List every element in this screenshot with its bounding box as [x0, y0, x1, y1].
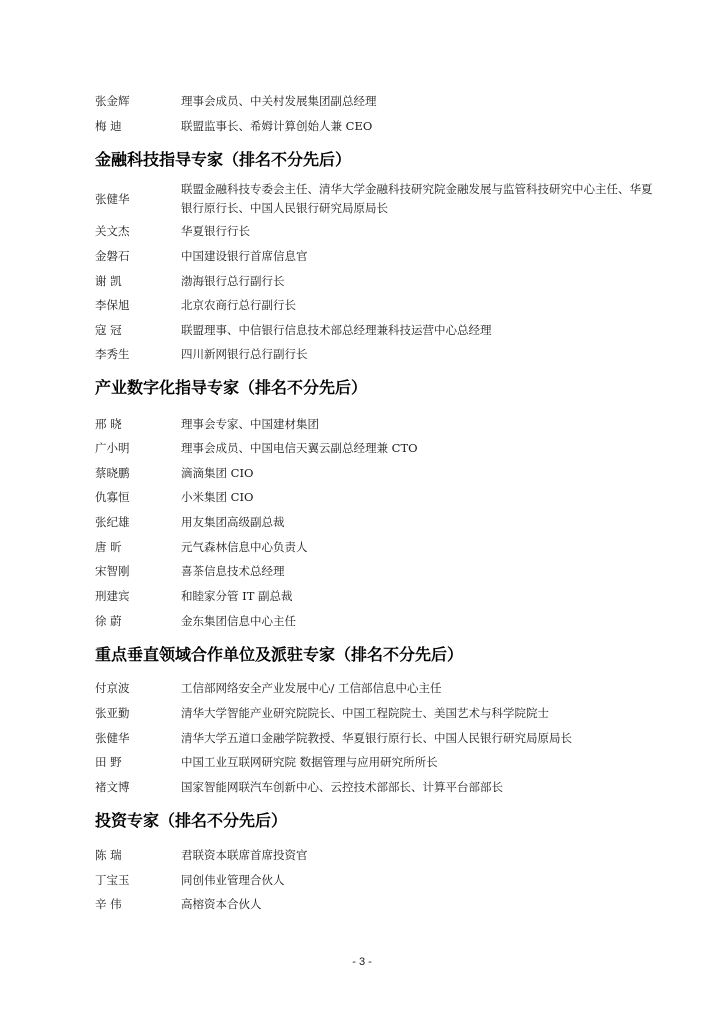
- person-title: 理事会专家、中国建材集团: [181, 417, 319, 431]
- person-name: 丁宝玉: [95, 873, 130, 887]
- person-title: 元气森林信息中心负责人: [181, 540, 308, 554]
- person-name: 李秀生: [95, 347, 130, 361]
- person-title: 华夏银行行长: [181, 224, 250, 238]
- person-name: 辛 伟: [95, 897, 122, 911]
- section-heading-fintech: 金融科技指导专家（排名不分先后）: [95, 150, 352, 169]
- person-title: 理事会成员、中关村发展集团副总经理: [181, 94, 377, 108]
- person-name: 金磐石: [95, 249, 130, 263]
- person-title: 滴滴集团 CIO: [181, 466, 254, 480]
- person-title: 君联资本联席首席投资官: [181, 848, 308, 862]
- section-heading-industry: 产业数字化指导专家（排名不分先后）: [95, 378, 368, 397]
- person-name: 唐 昕: [95, 540, 122, 554]
- person-name: 张亚勤: [95, 706, 130, 720]
- person-name: 张纪雄: [95, 515, 130, 529]
- person-title: 理事会成员、中国电信天翼云副总经理兼 CTO: [181, 441, 418, 455]
- person-title: 和睦家分管 IT 副总裁: [181, 589, 293, 603]
- person-name: 田 野: [95, 755, 122, 769]
- person-name: 邢 晓: [95, 417, 122, 431]
- person-title: 渤海银行总行副行长: [181, 274, 285, 288]
- person-title: 北京农商行总行副行长: [181, 298, 296, 312]
- person-name: 宋智刚: [95, 564, 130, 578]
- person-title: 清华大学五道口金融学院教授、华夏银行原行长、中国人民银行研究局原局长: [181, 731, 572, 745]
- person-title: 联盟金融科技专委会主任、清华大学金融科技研究院金融发展与监管科技研究中心主任、华夏银行原行长、中国人民银行研究局原局长: [181, 182, 653, 215]
- person-name: 徐 蔚: [95, 614, 122, 628]
- person-name: 张健华: [95, 731, 130, 745]
- person-name: 褚文博: [95, 780, 130, 794]
- person-title: 小米集团 CIO: [181, 490, 254, 504]
- person-title: 国家智能网联汽车创新中心、云控技术部部长、计算平台部部长: [181, 780, 503, 794]
- person-title: 清华大学智能产业研究院院长、中国工程院院士、美国艺术与科学院院士: [181, 706, 549, 720]
- person-title: 用友集团高级副总裁: [181, 515, 285, 529]
- person-name: 张金辉: [95, 94, 130, 108]
- person-name: 陈 瑞: [95, 848, 122, 862]
- person-name: 仇寡恒: [95, 490, 130, 504]
- person-name: 谢 凯: [95, 274, 122, 288]
- person-name: 寇 冠: [95, 323, 122, 337]
- person-name: 梅 迪: [95, 119, 122, 133]
- page-number: - 3 -: [352, 956, 372, 968]
- person-name: 付京波: [95, 681, 130, 695]
- person-title: 喜茶信息技术总经理: [181, 564, 285, 578]
- person-name: 刑建宾: [95, 589, 130, 603]
- person-title: 中国建设银行首席信息官: [181, 249, 308, 263]
- person-title: 高榕资本合伙人: [181, 897, 262, 911]
- person-name: 李保旭: [95, 298, 130, 312]
- person-name: 广小明: [95, 441, 130, 455]
- section-heading-vertical: 重点垂直领域合作单位及派驻专家（排名不分先后）: [95, 645, 464, 664]
- person-name: 张健华: [95, 192, 130, 206]
- section-heading-investment: 投资专家（排名不分先后）: [95, 811, 288, 830]
- person-title: 联盟理事、中信银行信息技术部总经理兼科技运营中心总经理: [181, 323, 492, 337]
- person-title: 工信部网络安全产业发展中心/ 工信部信息中心主任: [181, 681, 442, 695]
- person-title: 四川新网银行总行副行长: [181, 347, 308, 361]
- person-title: 金东集团信息中心主任: [181, 614, 296, 628]
- person-title: 同创伟业管理合伙人: [181, 873, 285, 887]
- person-title: 联盟监事长、希姆计算创始人兼 CEO: [181, 119, 373, 133]
- person-title: 中国工业互联网研究院 数据管理与应用研究所所长: [181, 755, 438, 769]
- person-name: 蔡晓鹏: [95, 466, 130, 480]
- person-name: 关文杰: [95, 224, 130, 238]
